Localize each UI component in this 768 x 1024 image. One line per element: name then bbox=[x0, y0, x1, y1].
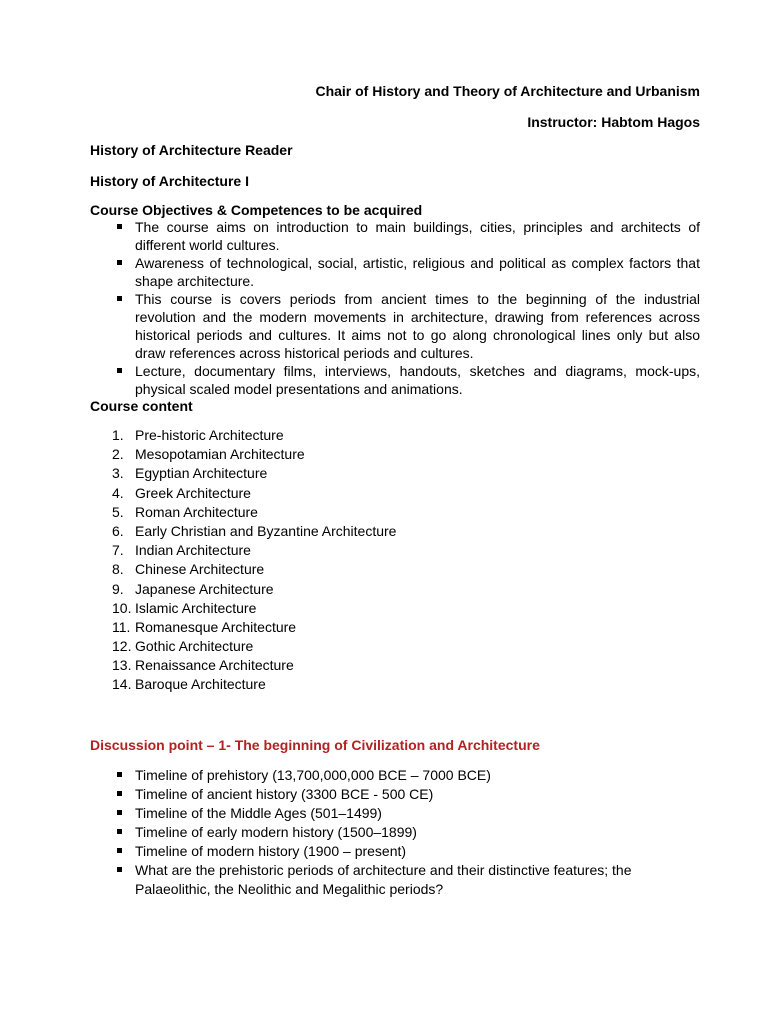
discussion-text: Timeline of early modern history (1500–1899) bbox=[135, 824, 417, 840]
item-text: Gothic Architecture bbox=[135, 638, 254, 655]
objective-item bbox=[112, 254, 700, 290]
square-bullet-icon bbox=[117, 791, 122, 796]
item-text: Early Christian and Byzantine Architecture bbox=[135, 522, 397, 539]
content-item bbox=[112, 560, 396, 579]
square-bullet-icon bbox=[117, 848, 122, 853]
discussion-text: Timeline of ancient history (3300 BCE - 500 CE) bbox=[135, 786, 434, 802]
item-number: 14. bbox=[112, 676, 132, 693]
objectives-list bbox=[112, 218, 700, 398]
discussion-text: Timeline of prehistory (13,700,000,000 BCE – 7000 BCE) bbox=[135, 767, 491, 783]
objective-item bbox=[112, 290, 700, 362]
item-text: Indian Architecture bbox=[135, 542, 251, 559]
content-item bbox=[112, 426, 396, 445]
discussion-item bbox=[112, 861, 682, 899]
item-number: 8. bbox=[112, 561, 124, 578]
content-item bbox=[112, 618, 396, 637]
content-item bbox=[112, 541, 396, 560]
objective-item bbox=[112, 362, 700, 398]
objective-text: The course aims on introduction to main buildings, cities, principles and architects of different world cultures. bbox=[135, 219, 700, 253]
item-text: Roman Architecture bbox=[135, 503, 258, 520]
content-item bbox=[112, 522, 396, 541]
course-title: History of Architecture I bbox=[90, 173, 249, 189]
item-number: 9. bbox=[112, 580, 124, 597]
square-bullet-icon bbox=[117, 368, 122, 373]
item-number: 7. bbox=[112, 542, 124, 559]
item-text: Chinese Architecture bbox=[135, 561, 265, 578]
content-item bbox=[112, 580, 396, 599]
item-text: Islamic Architecture bbox=[135, 599, 257, 616]
course-content-heading: Course content bbox=[90, 398, 193, 414]
discussion-list bbox=[112, 766, 682, 899]
content-item bbox=[112, 464, 396, 483]
item-number: 12. bbox=[112, 638, 132, 655]
content-item bbox=[112, 599, 396, 618]
content-item bbox=[112, 484, 396, 503]
discussion-text: What are the prehistoric periods of architecture and their distinctive features; the Palaeolithic, the Neolithic and Megalithic periods? bbox=[135, 862, 632, 897]
content-item bbox=[112, 503, 396, 522]
objective-text: Lecture, documentary films, interviews, handouts, sketches and diagrams, mock-ups, physical scaled model presentations and animations. bbox=[135, 363, 700, 397]
item-text: Greek Architecture bbox=[135, 484, 251, 501]
square-bullet-icon bbox=[117, 296, 122, 301]
item-text: Renaissance Architecture bbox=[135, 657, 294, 674]
square-bullet-icon bbox=[117, 772, 122, 777]
item-text: Baroque Architecture bbox=[135, 676, 266, 693]
objective-text: This course is covers periods from ancient times to the beginning of the industrial revolution and the modern movements in architecture, drawing from references across historical periods and cultures. It aims not to go along chronological lines only but also draw references across historical periods and cultures. bbox=[135, 291, 700, 361]
item-number: 3. bbox=[112, 465, 124, 482]
discussion-heading: Discussion point – 1- The beginning of Civilization and Architecture bbox=[90, 737, 540, 753]
objective-item bbox=[112, 218, 700, 254]
instructor-heading: Instructor: Habtom Hagos bbox=[527, 114, 700, 130]
item-text: Mesopotamian Architecture bbox=[135, 446, 305, 463]
square-bullet-icon bbox=[117, 810, 122, 815]
item-text: Egyptian Architecture bbox=[135, 465, 268, 482]
discussion-item bbox=[112, 766, 682, 785]
item-number: 2. bbox=[112, 446, 124, 463]
square-bullet-icon bbox=[117, 829, 122, 834]
discussion-item bbox=[112, 842, 682, 861]
square-bullet-icon bbox=[117, 260, 122, 265]
discussion-text: Timeline of the Middle Ages (501–1499) bbox=[135, 805, 382, 821]
item-text: Pre-historic Architecture bbox=[135, 427, 284, 443]
item-number: 1. bbox=[112, 427, 124, 443]
reader-title: History of Architecture Reader bbox=[90, 142, 293, 158]
item-number: 6. bbox=[112, 522, 124, 539]
item-number: 10. bbox=[112, 599, 132, 616]
objective-text: Awareness of technological, social, artistic, religious and political as complex factors that shape architecture. bbox=[135, 255, 700, 289]
item-text: Japanese Architecture bbox=[135, 580, 274, 597]
content-item bbox=[112, 445, 396, 464]
discussion-text: Timeline of modern history (1900 – present) bbox=[135, 843, 407, 859]
square-bullet-icon bbox=[117, 867, 122, 872]
content-item bbox=[112, 675, 396, 694]
chair-heading: Chair of History and Theory of Architecture and Urbanism bbox=[315, 83, 700, 99]
item-number: 13. bbox=[112, 657, 132, 674]
objectives-heading: Course Objectives & Competences to be acquired bbox=[90, 202, 423, 218]
content-item bbox=[112, 656, 396, 675]
course-content-list bbox=[112, 426, 396, 695]
discussion-item bbox=[112, 804, 682, 823]
square-bullet-icon bbox=[117, 224, 122, 229]
item-text: Romanesque Architecture bbox=[135, 618, 297, 635]
item-number: 5. bbox=[112, 503, 124, 520]
discussion-item bbox=[112, 823, 682, 842]
item-number: 4. bbox=[112, 484, 124, 501]
item-number: 11. bbox=[112, 618, 131, 635]
discussion-item bbox=[112, 785, 682, 804]
content-item bbox=[112, 637, 396, 656]
